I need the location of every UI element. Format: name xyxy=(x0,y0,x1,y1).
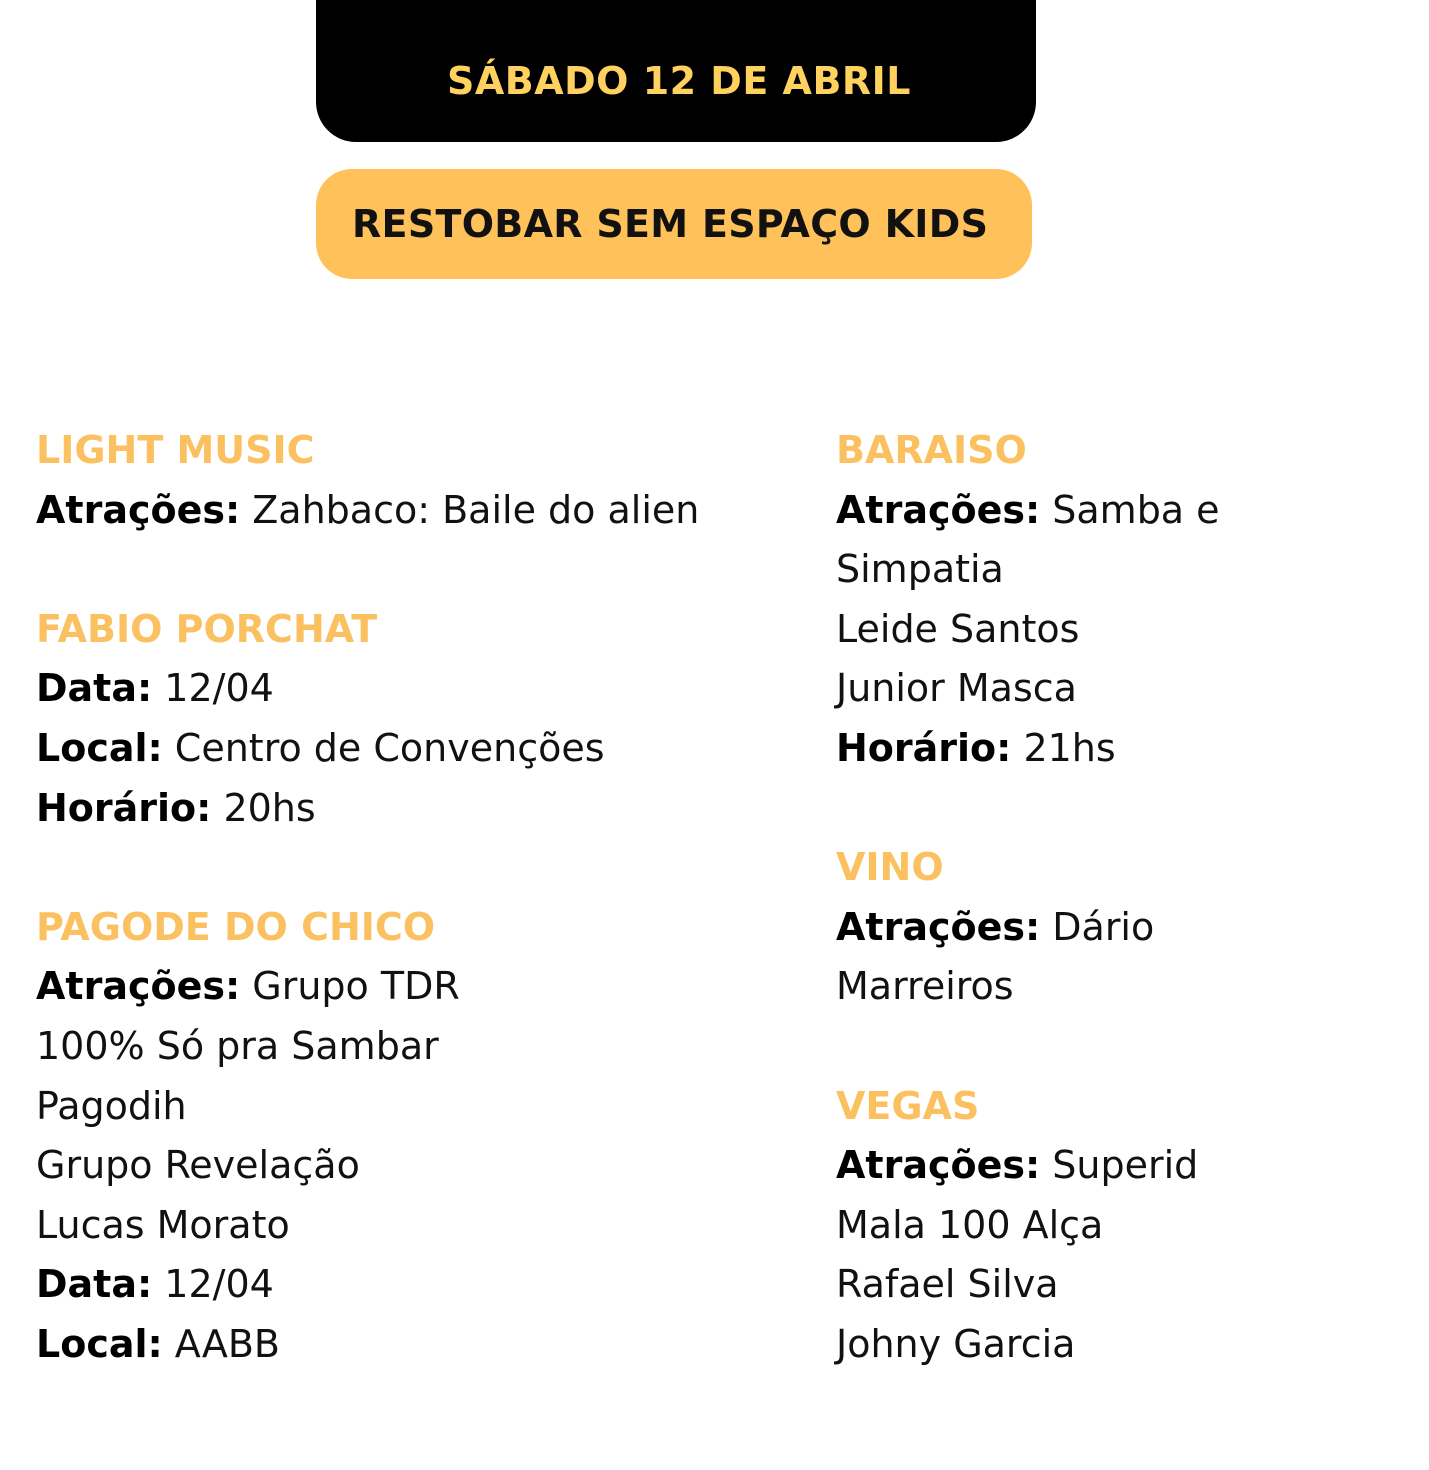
detail-value: 100% Só pra Sambar xyxy=(36,1023,439,1068)
venue-block xyxy=(836,421,1406,779)
venue-detail-line xyxy=(36,719,796,779)
detail-value: Johny Garcia xyxy=(836,1321,1076,1366)
detail-label: Horário: xyxy=(36,785,212,830)
detail-label: Atrações: xyxy=(36,487,241,532)
venue-detail-line xyxy=(836,1196,1406,1256)
venue-detail-line xyxy=(36,659,796,719)
detail-value: Leide Santos xyxy=(836,606,1080,651)
date-banner xyxy=(316,0,1036,142)
venue-detail-line xyxy=(36,481,796,541)
venue-detail-line xyxy=(836,481,1406,541)
detail-label: Data: xyxy=(36,1262,153,1307)
left-column xyxy=(36,421,796,1375)
detail-value: Superid xyxy=(1040,1143,1199,1188)
venue-name: VINO xyxy=(836,845,944,890)
detail-value: Lucas Morato xyxy=(36,1202,290,1247)
detail-value: Mala 100 Alça xyxy=(836,1202,1104,1247)
category-pill xyxy=(316,169,1032,279)
detail-value: Grupo TDR xyxy=(240,964,460,1009)
detail-label: Atrações: xyxy=(36,964,241,1009)
venue-detail-line xyxy=(836,1136,1406,1196)
detail-label: Horário: xyxy=(836,725,1012,770)
venue-detail-line xyxy=(836,719,1406,779)
venue-detail-line xyxy=(36,1315,796,1375)
venue-detail-line xyxy=(36,1136,796,1196)
venue-block xyxy=(36,600,796,838)
venue-name: LIGHT MUSIC xyxy=(36,428,315,472)
venue-block xyxy=(836,838,1406,1017)
venue-name: FABIO PORCHAT xyxy=(36,606,378,651)
venue-detail-line xyxy=(36,1255,796,1315)
venue-block xyxy=(836,1077,1406,1375)
detail-label: Atrações: xyxy=(836,1143,1041,1188)
date-title: SÁBADO 12 DE ABRIL xyxy=(446,59,912,103)
detail-value: 20hs xyxy=(211,785,316,830)
detail-value: 21hs xyxy=(1011,725,1116,770)
venue-block xyxy=(36,898,796,1375)
detail-value: Simpatia xyxy=(836,547,1004,592)
venue-detail-line xyxy=(36,1017,796,1077)
detail-value: AABB xyxy=(162,1321,280,1366)
detail-label: Local: xyxy=(36,725,163,770)
venue-detail-line xyxy=(836,540,1406,600)
detail-label: Atrações: xyxy=(836,904,1041,949)
venue-detail-line xyxy=(836,1315,1406,1375)
venue-detail-line xyxy=(836,957,1406,1017)
venue-detail-line xyxy=(836,659,1406,719)
detail-value: Marreiros xyxy=(836,964,1014,1009)
venue-detail-line xyxy=(836,600,1406,660)
detail-value: Centro de Convenções xyxy=(162,725,605,770)
detail-value: Dário xyxy=(1040,904,1155,949)
detail-value: Rafael Silva xyxy=(836,1262,1059,1307)
category-title: RESTOBAR SEM ESPAÇO KIDS xyxy=(352,202,989,246)
detail-label: Local: xyxy=(36,1321,163,1366)
venue-detail-line xyxy=(36,1196,796,1256)
right-column xyxy=(836,421,1406,1375)
detail-value: Pagodih xyxy=(36,1083,187,1128)
venue-block xyxy=(36,421,796,540)
detail-label: Atrações: xyxy=(836,487,1041,532)
detail-value: Samba e xyxy=(1040,487,1220,532)
detail-value: 12/04 xyxy=(152,666,274,711)
detail-value: Grupo Revelação xyxy=(36,1143,360,1188)
detail-value: Junior Masca xyxy=(836,666,1077,711)
venue-detail-line xyxy=(36,1077,796,1137)
venue-name: VEGAS xyxy=(836,1083,980,1128)
detail-value: Zahbaco: Baile do alien xyxy=(240,487,700,532)
detail-value: 12/04 xyxy=(152,1262,274,1307)
venue-detail-line xyxy=(36,957,796,1017)
detail-label: Data: xyxy=(36,666,153,711)
venue-detail-line xyxy=(836,898,1406,958)
venue-detail-line xyxy=(836,1255,1406,1315)
venue-name: PAGODE DO CHICO xyxy=(36,904,436,949)
venue-detail-line xyxy=(36,779,796,839)
venue-name: BARAISO xyxy=(836,428,1027,472)
